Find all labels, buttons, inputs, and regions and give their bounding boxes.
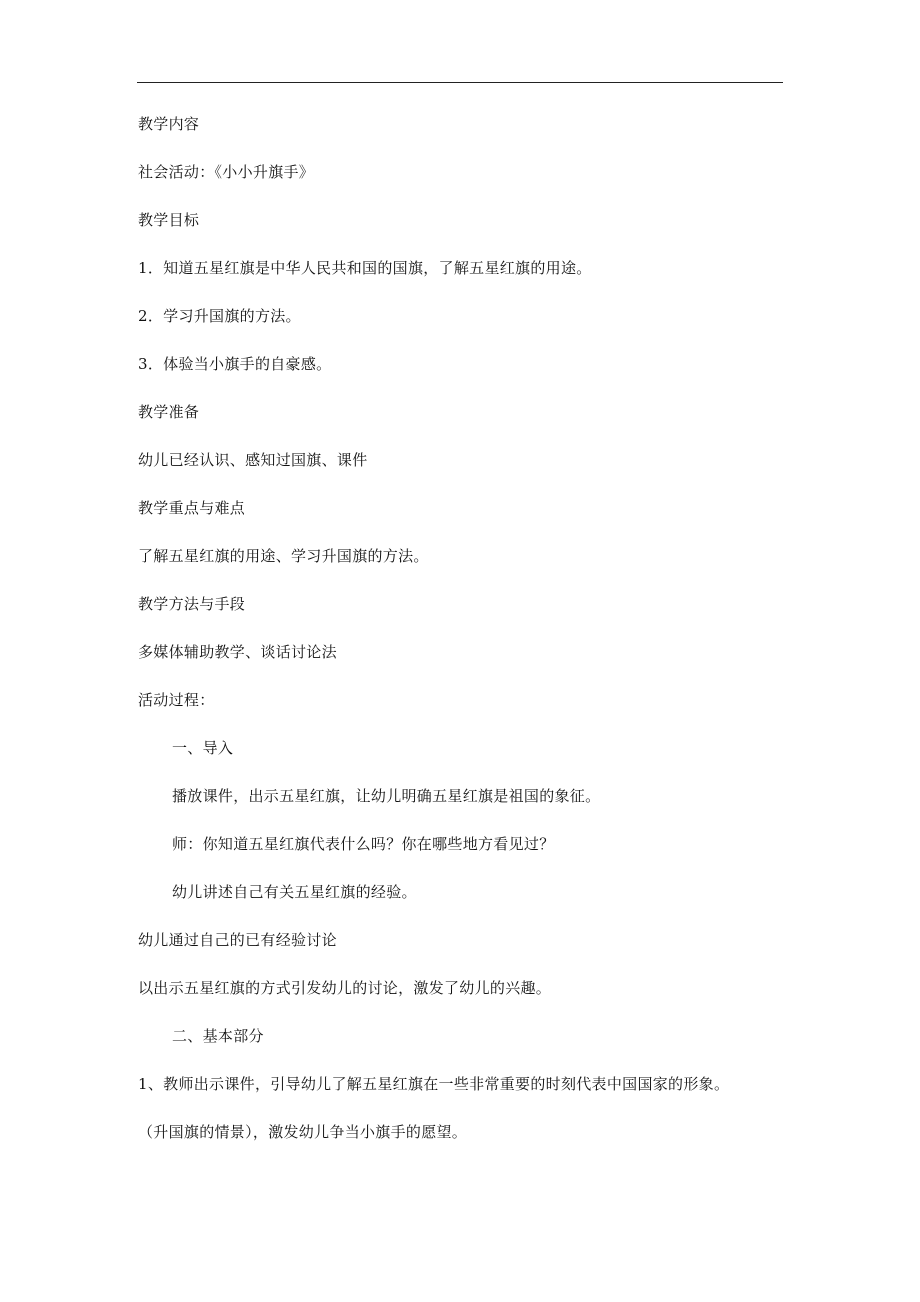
goal-item-3: 3．体验当小旗手的自豪感。 xyxy=(138,355,332,373)
section-main-heading: 二、基本部分 xyxy=(172,1027,264,1045)
heading-preparation: 教学准备 xyxy=(138,403,200,421)
intro-reflection: 以出示五星红旗的方式引发幼儿的讨论，激发了幼儿的兴趣。 xyxy=(138,979,552,997)
header-rule xyxy=(137,82,783,83)
heading-teaching-goals: 教学目标 xyxy=(138,211,200,229)
intro-step-2: 师：你知道五星红旗代表什么吗？你在哪些地方看见过？ xyxy=(172,835,555,853)
main-step-1-continued: （升国旗的情景），激发幼儿争当小旗手的愿望。 xyxy=(138,1123,468,1141)
intro-step-1: 播放课件，出示五星红旗，让幼儿明确五星红旗是祖国的象征。 xyxy=(172,787,601,805)
main-step-1: 1、教师出示课件，引导幼儿了解五星红旗在一些非常重要的时刻代表中国国家的形象。 xyxy=(138,1075,730,1093)
preparation-text: 幼儿已经认识、感知过国旗、课件 xyxy=(138,451,368,469)
heading-methods: 教学方法与手段 xyxy=(138,595,246,613)
heading-process: 活动过程： xyxy=(138,691,215,709)
goal-item-2: 2．学习升国旗的方法。 xyxy=(138,307,301,325)
heading-teaching-content: 教学内容 xyxy=(138,115,200,133)
activity-title: 社会活动：《小小升旗手》 xyxy=(138,163,315,181)
goal-item-1: 1．知道五星红旗是中华人民共和国的国旗，了解五星红旗的用途。 xyxy=(138,259,592,277)
intro-discussion: 幼儿通过自己的已有经验讨论 xyxy=(138,931,337,949)
intro-step-3: 幼儿讲述自己有关五星红旗的经验。 xyxy=(172,883,417,901)
key-points-text: 了解五星红旗的用途、学习升国旗的方法。 xyxy=(138,547,429,565)
methods-text: 多媒体辅助教学、谈话讨论法 xyxy=(138,643,337,661)
heading-key-points: 教学重点与难点 xyxy=(138,499,246,517)
section-intro-heading: 一、导入 xyxy=(172,739,234,757)
